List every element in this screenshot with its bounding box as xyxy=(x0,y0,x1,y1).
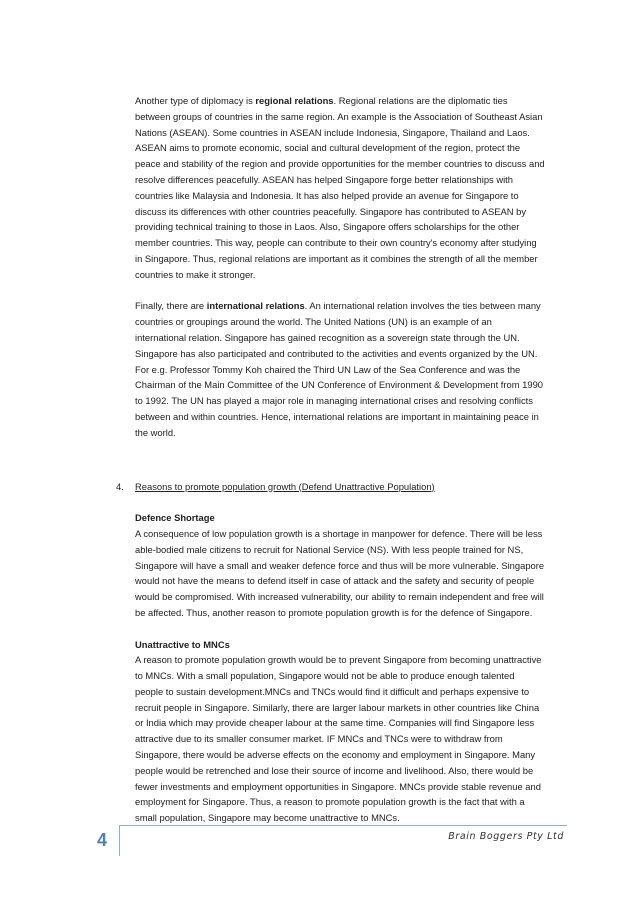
paragraph-spacer xyxy=(135,621,545,637)
page-body xyxy=(116,93,545,826)
paragraph-spacer xyxy=(135,283,545,299)
regional-relations-paragraph xyxy=(135,93,545,283)
international-intro-text: Finally, there are xyxy=(135,300,207,312)
paragraph-spacer xyxy=(135,494,545,510)
section-title: Reasons to promote population growth (Defend Unattractive Population) xyxy=(135,480,435,492)
defence-shortage-block xyxy=(135,510,545,621)
company-name: Brain Boggers Pty Ltd xyxy=(448,831,564,842)
unattractive-mncs-text: A reason to promote population growth would be to prevent Singapore from becoming unattractive to MNCs. With a small population, Singapore would not be able to produce enough talented people to sustain development.MNCs and TNCs would find it difficult and perhaps expensive to recruit people in Singapore. Similarly, there are larger labour markets in other countries like China or India which may provide cheaper labour at the same time. Companies will find Singapore less attractive due to its smaller consumer market. IF MNCs and TNCs were to withdraw from Singapore, there would be adverse effects on the economy and employment in Singapore. Many people would be retrenched and lose their source of income and livelihood. Also, there would be fewer investments and employment opportunities in Singapore. MNCs provide stable revenue and employment for Singapore. Thus, a reason to promote population growth is the fact that with a small population, Singapore may become unattractive to MNCs. xyxy=(135,654,542,824)
section-4-heading xyxy=(116,479,545,495)
international-relations-paragraph xyxy=(135,298,545,440)
unattractive-mncs-heading: Unattractive to MNCs xyxy=(135,638,230,650)
unattractive-mncs-block xyxy=(135,637,545,827)
section-number: 4. xyxy=(116,480,124,492)
regional-relations-text: . Regional relations are the diplomatic ties between groups of countries in the same region. An example is the Association of Southeast Asian Nations (ASEAN). Some countries in ASEAN include Indonesia, Singapore, Thailand and Laos. ASEAN aims to promote economic, social and cultural development of the region, protect the peace and stability of the region and provide opportunities for the member countries to discuss and resolve differences peacefully. ASEAN has helped Singapore forge better relationships with countries like Malaysia and Indonesia. It has also helped provide an avenue for Singapore to discuss its differences with other countries peacefully. Singapore has contributed to ASEAN by providing technical training to those in Laos. Also, Singapore offers scholarships for the other member countries. This way, people can contribute to their own country's economy after studying in Singapore. Thus, regional relations are important as it combines the strength of all the member countries to make it stronger. xyxy=(135,95,545,280)
regional-relations-term: regional relations xyxy=(255,95,334,106)
regional-intro-text: Another type of diplomacy is xyxy=(135,95,256,106)
defence-shortage-text: A consequence of low population growth is a shortage in manpower for defence. There will be less able-bodied male citizens to recruit for National Service (NS). With less people trained for NS, Singapore will have a small and weaker defence force and thus will be more vulnerable. Singapore would not have the means to defend itself in case of attack and the safety and security of people would be compromised. With increased vulnerability, our ability to remain independent and free will be affected. Thus, another reason to promote population growth is for the defence of Singapore. xyxy=(135,527,545,618)
international-relations-text: . An international relation involves the ties between many countries or groupings around the world. The United Nations (UN) is an example of an international relation. Singapore has gained recognition as a sovereign state through the UN. Singapore has also participated and contributed to the activities and events organized by the UN. For e.g. Professor Tommy Koh chaired the Third UN Law of the Sea Conference and was the Chairman of the Main Committee of the UN Conference of Environment & Development from 1990 to 1992. The UN has played a major role in managing international crises and resolving conflicts between and within countries. Hence, international relations are important in maintaining peace in the world. xyxy=(135,300,544,438)
section-spacer xyxy=(135,441,545,479)
defence-shortage-heading: Defence Shortage xyxy=(135,512,215,524)
page-number: 4 xyxy=(96,830,107,850)
footer-horizontal-rule xyxy=(119,825,567,826)
international-relations-term: international relations xyxy=(206,300,305,312)
footer-vertical-rule xyxy=(119,825,120,856)
